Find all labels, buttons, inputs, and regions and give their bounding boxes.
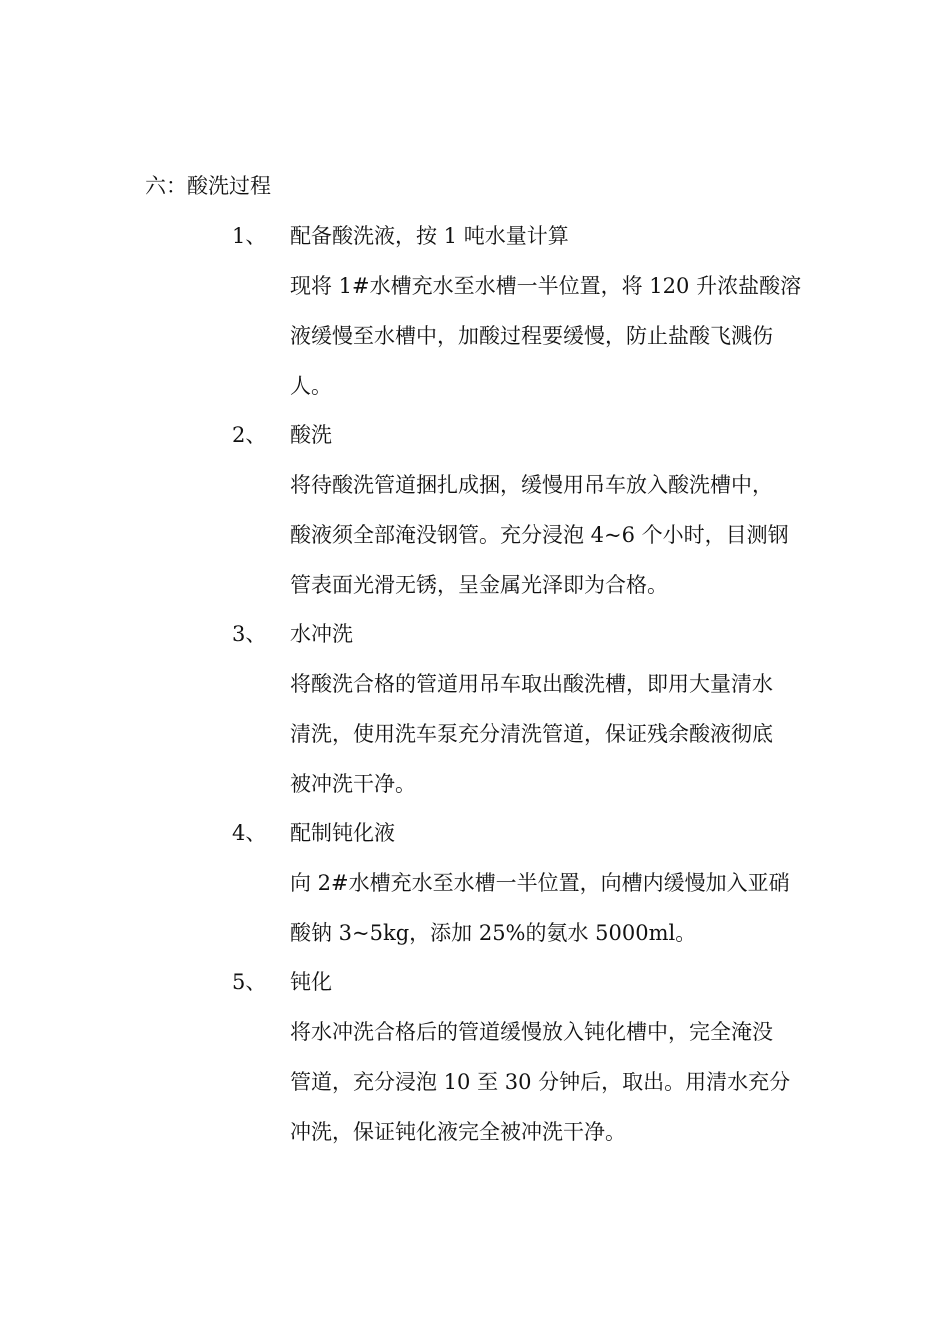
body-line: 将待酸洗管道捆扎成捆，缓慢用吊车放入酸洗槽中， <box>290 473 773 497</box>
body-line: 向 2#水槽充水至水槽一半位置，向槽内缓慢加入亚硝 <box>290 871 790 895</box>
item-number: 4、 <box>232 821 267 845</box>
item-heading: 水冲洗 <box>290 622 353 646</box>
item-body <box>290 659 810 809</box>
body-line: 管表面光滑无锈，呈金属光泽即为合格。 <box>290 573 668 597</box>
body-line: 液缓慢至水槽中，加酸过程要缓慢，防止盐酸飞溅伤 <box>290 324 773 348</box>
body-line: 冲洗，保证钝化液完全被冲洗干净。 <box>290 1120 626 1144</box>
body-line: 现将 1#水槽充水至水槽一半位置，将 120 升浓盐酸溶 <box>290 274 802 298</box>
item-heading: 钝化 <box>290 970 332 994</box>
body-line: 将水冲洗合格后的管道缓慢放入钝化槽中，完全淹没 <box>290 1020 773 1044</box>
item-heading: 配备酸洗液，按 1 吨水量计算 <box>290 224 569 248</box>
item-number: 1、 <box>232 224 267 248</box>
body-line: 酸钠 3~5kg，添加 25%的氨水 5000ml。 <box>290 921 697 945</box>
item-body <box>290 261 810 411</box>
item-heading: 酸洗 <box>290 423 332 447</box>
body-line: 被冲洗干净。 <box>290 772 416 796</box>
item-number: 3、 <box>232 622 267 646</box>
section-title: 六：酸洗过程 <box>145 174 271 198</box>
item-number: 5、 <box>232 970 267 994</box>
item-body <box>290 858 810 958</box>
item-number: 2、 <box>232 423 267 447</box>
item-heading: 配制钝化液 <box>290 821 395 845</box>
body-line: 人。 <box>290 374 332 398</box>
body-line: 清洗，使用洗车泵充分清洗管道，保证残余酸液彻底 <box>290 722 773 746</box>
item-body <box>290 460 810 610</box>
body-line: 将酸洗合格的管道用吊车取出酸洗槽，即用大量清水 <box>290 672 773 696</box>
item-body <box>290 1007 810 1157</box>
body-line: 管道，充分浸泡 10 至 30 分钟后，取出。用清水充分 <box>290 1070 791 1094</box>
body-line: 酸液须全部淹没钢管。充分浸泡 4~6 个小时，目测钢 <box>290 523 789 547</box>
